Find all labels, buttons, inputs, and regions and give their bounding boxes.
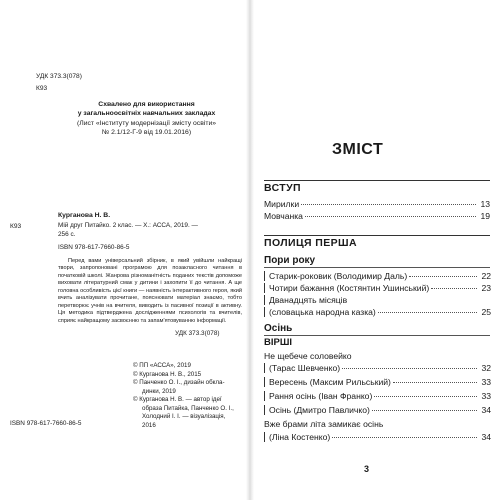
- toc-entry[interactable]: [264, 307, 491, 317]
- udk-code-bottom: УДК 373.3(078): [175, 330, 220, 337]
- toc-entry-page: 22: [481, 271, 491, 281]
- toc-entry-page: 19: [480, 211, 490, 221]
- library-code-top: К93: [36, 85, 48, 92]
- toc-entry[interactable]: [264, 211, 490, 221]
- leader-dots: [431, 288, 477, 289]
- toc-entry-title[interactable]: Не щебече соловейко: [264, 351, 352, 361]
- subsection-seasons: Пори року: [264, 255, 316, 266]
- book-gutter: [246, 0, 254, 500]
- toc-entry-page: 34: [481, 405, 491, 415]
- copyright-line: образа Питайка, Панченко О. І.,: [142, 404, 234, 412]
- toc-entry-page: 25: [481, 307, 491, 317]
- toc-entry-page: 33: [481, 391, 491, 401]
- leader-dots: [378, 312, 477, 313]
- toc-entry-title[interactable]: Вже брами літа замикає осінь: [264, 419, 384, 429]
- toc-entry-title: (словацька народна казка): [269, 307, 376, 317]
- leader-dots: [332, 437, 477, 438]
- biblio-line-1: Мій друг Питайко. 2 клас. — Х.: АССА, 2019. —: [58, 221, 198, 229]
- toc-entry[interactable]: [264, 271, 491, 281]
- approval-line-2: у загальноосвітніх навчальних закладах: [77, 110, 216, 118]
- toc-entry-page: 13: [480, 199, 490, 209]
- toc-entry-title: (Тарас Шевченко): [269, 363, 341, 373]
- toc-entry[interactable]: [264, 283, 491, 293]
- toc-entry[interactable]: [264, 199, 490, 209]
- section-part-one: ПОЛИЦЯ ПЕРША: [264, 237, 357, 249]
- leader-dots: [393, 382, 477, 383]
- copyright-line: динки, 2019: [142, 387, 176, 395]
- section-vstup: ВСТУП: [264, 182, 301, 194]
- bibliographic-record: [58, 211, 243, 252]
- toc-entry-page: 32: [481, 363, 491, 373]
- copyright-block: [133, 362, 243, 430]
- approval-line-4: № 2.1/12-Г-9 від 19.01.2016): [101, 129, 192, 137]
- biblio-line-2: 256 с.: [58, 230, 76, 238]
- approval-block: [54, 100, 239, 138]
- library-code-mid: К93: [10, 223, 22, 230]
- subsection-rule: [264, 335, 490, 336]
- leader-dots: [342, 368, 477, 369]
- approval-line-3: (Лист «Інституту модернізації змісту освіти»: [76, 119, 217, 127]
- leader-dots: [374, 396, 477, 397]
- leader-dots: [372, 410, 477, 411]
- toc-entry-title: Старик-роковик (Володимир Даль): [269, 271, 408, 281]
- page-number: 3: [364, 464, 370, 474]
- udk-code-top: УДК 373.3(078): [36, 73, 82, 80]
- subsection-autumn: Осінь: [264, 323, 293, 334]
- approval-line-1: Схвалено для використання: [98, 101, 195, 108]
- copyright-line: 2016: [142, 421, 156, 429]
- toc-entry[interactable]: [264, 432, 491, 442]
- toc-entry-page: 23: [481, 283, 491, 293]
- toc-entry-title: (Ліна Костенко): [269, 432, 331, 442]
- toc-entry-page: 34: [481, 432, 491, 442]
- leader-dots: [305, 216, 476, 217]
- toc-entry-title: Осінь (Дмитро Павличко): [269, 405, 370, 415]
- toc-entry-title: Рання осінь (Іван Франко): [269, 391, 373, 401]
- toc-entry-title[interactable]: Дванадцять місяців: [264, 295, 347, 305]
- toc-entry[interactable]: [264, 405, 491, 415]
- toc-entry-title: Мирилки: [264, 199, 300, 209]
- toc-entry-title: Мовчанка: [264, 211, 303, 221]
- toc-entry-title: Вересень (Максим Рильський): [269, 377, 391, 387]
- leader-dots: [409, 276, 477, 277]
- leader-dots: [301, 204, 476, 205]
- biblio-isbn: ISBN 978-617-7660-86-5: [58, 243, 130, 251]
- toc-entry-title: Чотири бажання (Костянтин Ушинський): [269, 283, 430, 293]
- copyright-line: © Панченко О. І., дизайн обкла-: [133, 379, 225, 387]
- author-name: Курганова Н. В.: [58, 212, 111, 219]
- toc-entry-page: 33: [481, 377, 491, 387]
- contents-page: [254, 0, 500, 500]
- toc-title: ЗМІСТ: [332, 141, 384, 158]
- copyright-line: © ПП «АССА», 2019: [133, 362, 191, 369]
- imprint-page: [0, 0, 246, 500]
- toc-entry[interactable]: [264, 377, 491, 387]
- book-abstract: Перед вами універсальний збірник, в який увійшли найкращі твори, запропоновані програмою для позакласного читання в початковій школі. Жанрова різноманітність поданих текстів допоможе виховати літературний смак у дитини і захопити її до читання. А ще головна особливість цієї книги — наявність інтерактивного героя, який вчить аналізувати прочитане, пояснювати матеріал знаємо, тобто перетворює учнів на вчителя, виводить із пасивної позиції в активну. Ця методика підтверджена дослідженнями психологів та вчителів, сприяє найкращому засвоєнню та запам'ятовуванню інформації.: [58, 258, 242, 324]
- toc-entry[interactable]: [264, 391, 491, 401]
- subsection-rule: [264, 267, 490, 268]
- isbn-bottom: ISBN 978-617-7660-86-5: [10, 420, 82, 427]
- toc-entry[interactable]: [264, 363, 491, 373]
- section-rule: [264, 235, 490, 236]
- subsection-poems: ВІРШІ: [264, 337, 293, 348]
- copyright-line: © Курганова Н. В., 2015: [133, 370, 202, 378]
- section-rule: [264, 180, 490, 181]
- copyright-line: © Курганова Н. В. — автор ідеї: [133, 396, 222, 404]
- copyright-line: Холодний І. І. — візуалізація,: [142, 413, 226, 421]
